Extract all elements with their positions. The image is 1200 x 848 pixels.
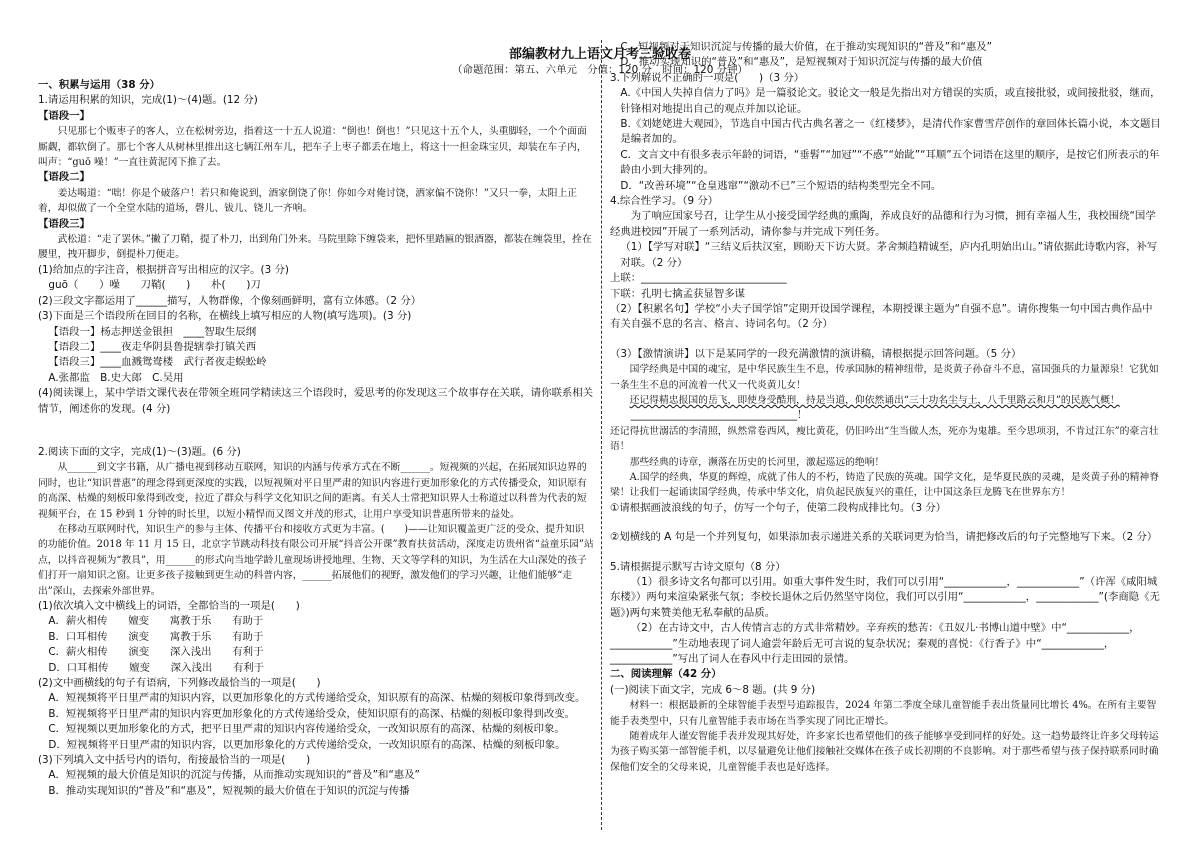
right-line [610,516,1162,530]
right-line: (一)阅读下面文字，完成 6～8 题。(共 9 分) [610,683,816,696]
right-line: （3）【激情演讲】以下是某同学的一段充满激情的演讲稿，请根据提示回答问题。（5 分） [610,347,1022,360]
right-line: 国学经典是中国的魂宝，是中华民族生生不息，传承国脉的精神纽带，是炎黄子孙奋斗不息，富国强兵的力量源泉！它犹如一条生生不息的河流着一代又一代炎黄儿女！ [610,364,1159,391]
right-line: 5.请根据提示默写古诗文原句（8 分） [610,560,786,573]
left-line: A.张都监 B.史大郎 C.吴用 [48,371,184,384]
right-line: 还记得精忠报国的岳飞，即使身受酷刑，持是当道，仰依然诵出“三十功名尘与土，八千里路云和月”的民族气概！ [629,394,1120,406]
left-line: 姜达喝道：“咄！你是个破落户！若只和俺说到，酒家倒饶了你！你如今对俺讨饶，洒家偏不饶你！”又只一拳，太阳上正着，却似做了一个全堂水陆的道场，磬儿、钹儿、铙儿一齐响。 [38,187,578,215]
right-line: ②划横线的 A 句是一个并列复句，如果添加表示递进关系的关联词更为恰当，请把修改后的句子完整地写下来。（2 分） [610,531,1158,544]
left-line: B．口耳相传 演变 寓教于乐 有助于 [48,630,264,643]
right-line: 材料一：根据最新的全球智能手表型号追踪报告，2024 年第二季度全球儿童智能手表出货量同比增长 4%。在所有主要智能手表类型中，只有儿童智能手表市场在当季实现了同比正增长。 [610,700,1157,727]
left-line: (2)文中画横线的句子有语病，下列修改最恰当的一项是( ) [38,677,321,690]
right-line: 上联：____________________________ [610,272,787,285]
left-line: 只见那七个贩枣子的客人，立在松树旁边，指着这一十五人说道：“倒也！倒也！”只见这十五个人，头重脚轻，一个个面面厮觑，都软倒了。那七个客人从树林里推出这七辆江州车儿，把车子上枣子都丢在地上，将这十一担金珠宝贝，却装在车子内，叫声：“guō 噪！”一直往黄泥冈下推了去。 [38,126,587,169]
left-line: (1)给加点的字注音，根据拼音写出相应的汉字。(3 分) [38,263,289,276]
left-line: 在移动互联网时代，知识生产的参与主体、传播平台和接收方式更为丰富。( )——让知识覆盖更广泛的受众、提升知识的功能价值。2018 年 11 月 15 日，北京字节跳动科技有限公司开展“抖音公开课”教育扶贫活动，深度走访贵州省“益童乐园”站点，以抖音视频为“教具”，用______的形式向当地学龄儿童现场讲授地理、生物、天文等学科的知识，为生活在大山深处的孩子们打开一扇知识之窗。让更多孩子接触到更生动的科普内容，______拓展他们的视野，激发他们的学习兴趣，让他们能够“走出”深山，去探索外部世界。 [38,523,594,597]
left-line: (2)三段文字都运用了______描写，人物群像，个像刻画鲜明，富有立体感。（2 分） [38,294,422,307]
right-line: ________________________________！ [630,409,808,422]
left-line: D．口耳相传 嬗变 深入浅出 有利于 [48,661,265,674]
page-subtitle: （命题范围：第五、六单元 分值：120 分 时间：120 分钟） [452,64,748,76]
left-line: C．薪火相传 演变 深入浅出 有利于 [48,646,264,659]
left-line [38,417,594,431]
right-line [610,333,1162,347]
right-line: （2）在古诗文中，古人传情言志的方式非常精妙。辛弃疾的愁苦：《丑奴儿·书博山道中壁》中“____________，____________”生动地表现了词人逾尝年龄后无可言说的复杂状况；秦观的喜悦：《行香子》中“____________，____________”写出了词人在春风中行走田园的景情。 [610,622,1140,666]
left-line: (4)阅读课上，某中学语文课代表在带领全班同学精读这三个语段时，爱思考的你发现这三个故事存在关联，请你联系相关情节，阐述你的发现。(4 分) [38,387,594,415]
right-line: C．文言文中有很多表示年龄的词语，“垂髫”“加冠”“不惑”“始龀”“耳顺”五个词语在这里的顺序，是按它们所表示的年龄由小到大排列的。 [620,148,1160,177]
right-line: （1）【学写对联】“三结义后扶汉室，顾盼天下访大贤。茅舍频趋精诚至，庐内孔明始出山。”请依据此诗歌内容，补写对联。（2 分） [620,241,1158,269]
right-line: 3.下列解说不正确的一项是( )（3 分） [610,71,805,84]
right-line: 下联：孔明七擒孟获显智多谋 [610,287,746,300]
right-line: A.《中国人失掉自信力了吗》是一篇驳论文。驳论文一般是先指出对方错误的实质，或直接批驳，或间接批驳，继而，针锋相对地提出自己的观点并加以论证。 [620,87,1161,115]
right-line: 为了响应国家号召，让学生从小接受国学经典的熏陶，养成良好的品德和行为习惯，拥有幸福人生，我校围绕“国学经典进校园”开展了一系列活动，请你参与并完成下列任务。 [610,210,1156,238]
column-divider [601,40,602,830]
right-line: D．推动实现知识的“普及”和“惠及”，是短视频对于知识沉淀与传播的最大价值 [620,56,983,69]
left-line: (3)下列填入文中括号内的语句，衔接最恰当的一项是( ) [38,754,311,767]
right-line: 二、阅读理解（42 分） [610,668,722,681]
right-line: B.《刘姥姥进大观园》，节选自中国古代古典名著之一《红楼梦》，是清代作家曹雪芹创作的章回体长篇小说，本文题目是编者加的。 [620,118,1161,146]
left-line: guō（ ）噪 刀鞘( ) 朴( )刀 [48,279,261,292]
left-line: A．薪火相传 嬗变 寓教于乐 有助于 [48,615,264,628]
left-line: 武松道：“走了罢休。”撇了刀鞘，提了朴刀，出到角门外来。马院里除下缠袋来，把怀里踏匾的银酒器，都装在缠袋里，拴在腰里，拽开脚步，倒提朴刀便走。 [38,234,592,261]
right-line: 随着成年人谨安智能手表并发现其好处，许多家长也希望他们的孩子能够享受到同样的好处。这一趋势最终让许多父母转运为孩子购买第一部智能手机，以尽量避免让他们接触社交媒体在孩子成长初期的不良影响。对于那些希望与孩子保持联系同时确保他们安全的父母来说，儿童智能手表也是好选择。 [610,731,1159,773]
left-line: A．短视频将平日里严肃的知识内容，以更加形象化的方式传递给受众，知识原有的高深、枯燥的刻板印象得到改变。 [48,692,586,705]
right-line: ①请根据画波浪线的句子，仿写一个句子，使第二段构成排比句。（3 分） [610,501,947,514]
left-line: 【语段三】____血溅鸳鸯楼 武行者夜走蜈蚣岭 [48,356,267,369]
right-line: （2）【积累名句】学校“小夫子国学馆”定期开设国学课程，本期授课主题为“自强不息”。请你搜集一句中国古典作品中有关自强不息的名言、格言、诗词名句。（2 分） [610,302,1153,331]
right-line: C．短视频对于知识沉淀与传播的最大价值，在于推动实现知识的“普及”和“惠及” [620,41,993,53]
left-line: 【语段二】 [38,171,90,184]
left-line: 【语段三】 [38,217,90,230]
left-line: A．短视频的最大价值是知识的沉淀与传播，从而推动实现知识的“普及”和“惠及” [48,769,420,782]
left-line: 1.请运用积累的知识，完成(1)～(4)题。(12 分) [38,94,258,107]
left-line: (1)依次填入文中横线上的词语，全都恰当的一项是( ) [38,600,300,612]
left-line [38,431,594,445]
left-line: 从______到文字书籍，从广播电视到移动互联网，知识的内涵与传承方式在不断______。短视频的兴起，在拓展知识边界的同时，也让“知识普惠”的理念得到更深度的实践，以短视频对平日里严肃的知识内容进行更加形象化的方式传播受众，知识原有的高深、枯燥的刻板印象得到改变，拉近了群众与科学文化知识之间的距离。有关人士常把知识界人士称道过以科普为代表的短视频平台，在 15 秒到 1 分钟的时长里，以短小精悍而又图文并茂的形式，让用户享受知识普惠所带来的益处。 [38,462,587,520]
right-line: 那些经典的诗章，濒落在历史的长河里，激起巡远的绝响！ [629,456,885,468]
left-column [38,78,594,799]
left-line: C．短视频以更加形象化的方式，把平日里严肃的知识内容传递给受众，一改知识原有的高深、枯燥的刻板印象。 [48,723,565,736]
left-line: 【语段一】 [38,109,90,122]
left-line: 【语段一】杨志押送金银担 ____智取生辰纲 [48,325,257,338]
right-line: 4.综合性学习。（9 分） [610,195,719,208]
left-line: 2.阅读下面的文字，完成(1)～(3)题。(6 分) [38,445,241,458]
left-line: 一、积累与运用（38 分） [38,79,160,91]
left-line: D．短视频将平日里严肃的知识内容，以更加形象化的方式传递给受众，一改知识原有的高深、枯燥的刻板印象。 [48,738,566,751]
right-line: A.国学的经典，华夏的辉煌，成就了伟人的不朽，铸造了民族的英魂。国学文化，是华夏民族的灵魂，是炎黄子孙的精神脊梁！让我们一起诵读国学经典，传承中华文化，肩负起民族复兴的重任，让中国这条巨龙腾飞在世界东方！ [610,471,1160,499]
right-column [610,40,1162,775]
left-line: B．推动实现知识的“普及”和“惠及”，短视频的最大价值在于知识的沉淀与传播 [48,784,410,797]
page-title: 部编教材九上语文月考三验收卷 [508,47,691,62]
left-line: 【语段二】____夜走华阴县鲁提辖拳打镇关西 [48,340,257,353]
left-line: (3)下面是三个语段所在回目的名称，在横线上填写相应的人物(填写选项)。(3 分) [38,310,412,323]
left-line: B．短视频将平日里严肃的知识内容更加形象化的方式传递给受众，使知识原有的高深、枯燥的刻板印象得到改变。 [48,707,576,720]
right-line: 还记得抗世溺活的李清照，纵然常卷西风，瘦比黄花，仍旧吟出“生当做人杰，死亦为鬼雄。至今思项羽，不肯过江东”的豪言壮语！ [610,425,1159,453]
right-line: （1）很多诗文名句都可以引用。如重大事件发生时，我们可以引用“____________，____________”（许浑《咸阳城东楼》）两句来渲染紧张气氛；李校长退休之后仍然坚守岗位，我们可以引用“____________，____________”(李商隐《无题》)两句来赞美他无私奉献的品质。 [610,576,1160,619]
right-line [610,546,1162,560]
right-line: D．“改善环境”“仓皇逃窜”“激动不已”三个短语的结构类型完全不同。 [620,179,942,192]
